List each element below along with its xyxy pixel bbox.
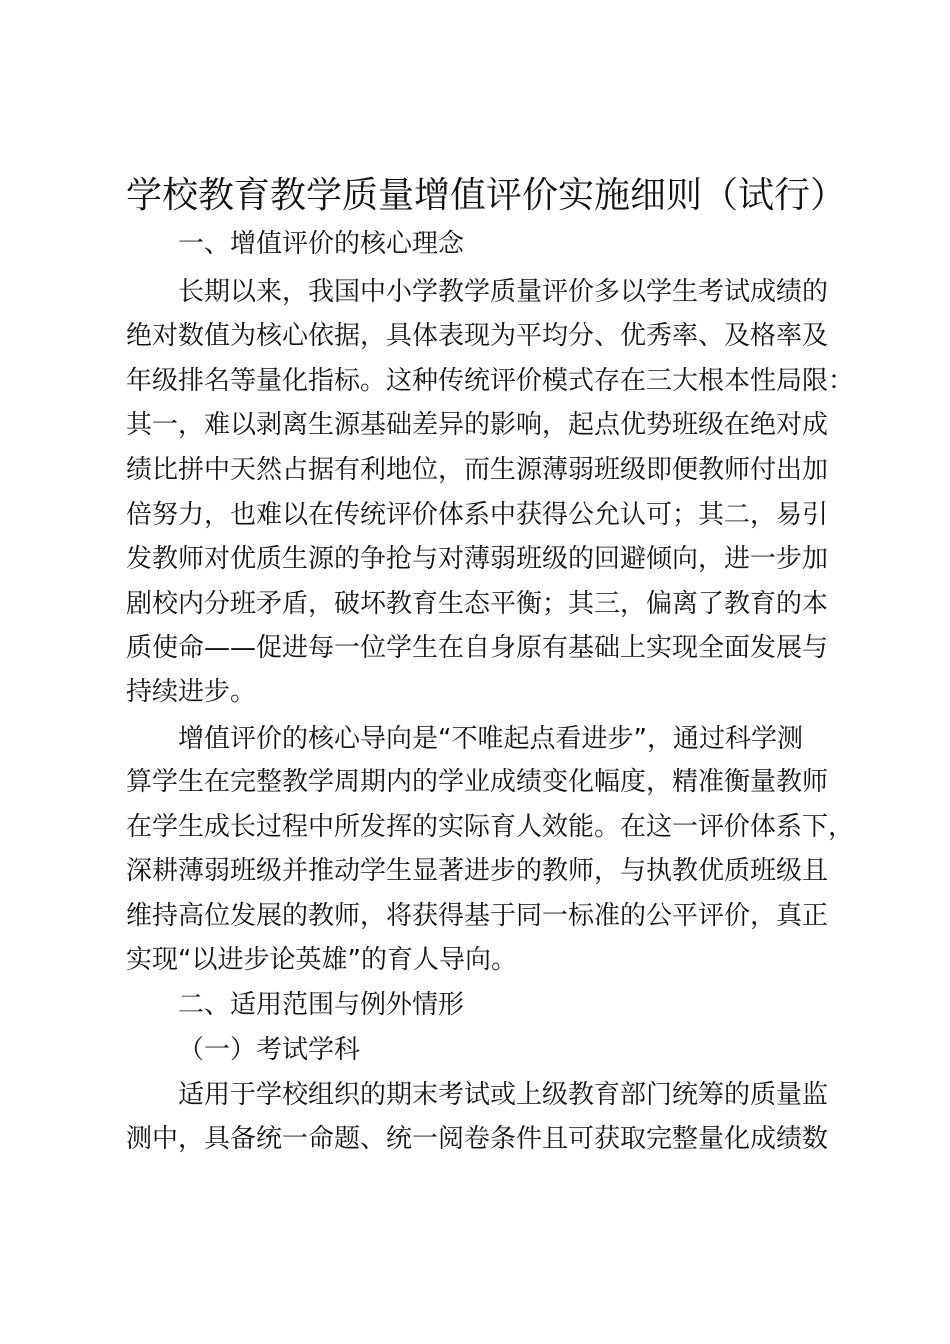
section-heading-1: 一、增值评价的核心理念 (178, 229, 465, 259)
body-line: 倍努力，也难以在传统评价体系中获得公允认可；其二，易引 (126, 500, 829, 530)
section-heading-2: 二、适用范围与例外情形 (178, 990, 465, 1020)
body-line: 发教师对优质生源的争抢与对薄弱班级的回避倾向，进一步加 (126, 544, 829, 574)
body-line: 适用于学校组织的期末考试或上级教育部门统筹的质量监 (178, 1080, 829, 1110)
body-line: 长期以来，我国中小学教学质量评价多以学生考试成绩的 (178, 277, 829, 307)
body-line: 持续进步。 (126, 677, 257, 707)
body-line: 维持高位发展的教师，将获得基于同一标准的公平评价，真正 (126, 901, 829, 931)
body-line: 绝对数值为核心依据，具体表现为平均分、优秀率、及格率及 (126, 321, 829, 351)
body-line: 算学生在完整教学周期内的学业成绩变化幅度，精准衡量教师 (126, 767, 829, 797)
body-line: 深耕薄弱班级并推动学生显著进步的教师，与执教优质班级且 (126, 856, 829, 886)
body-line: 在学生成长过程中所发挥的实际育人效能。在这一评价体系下， (126, 812, 855, 842)
body-line: 剧校内分班矛盾，破坏教育生态平衡；其三，偏离了教育的本 (126, 589, 829, 619)
body-line: 增值评价的核心导向是“不唯起点看进步”，通过科学测 (178, 724, 803, 754)
body-line: 测中，具备统一命题、统一阅卷条件且可获取完整量化成绩数 (126, 1124, 829, 1154)
body-line: 其一，难以剥离生源基础差异的影响，起点优势班级在绝对成 (126, 410, 829, 440)
document-title: 学校教育教学质量增值评价实施细则（试行） (126, 175, 847, 216)
body-line: 年级排名等量化指标。这种传统评价模式存在三大根本性局限： (126, 366, 855, 396)
body-line: 质使命——促进每一位学生在自身原有基础上实现全面发展与 (126, 633, 829, 663)
subsection-heading: （一）考试学科 (178, 1035, 361, 1065)
body-line: 实现“以进步论英雄”的育人导向。 (126, 945, 517, 975)
body-line: 绩比拼中天然占据有利地位，而生源薄弱班级即便教师付出加 (126, 455, 829, 485)
